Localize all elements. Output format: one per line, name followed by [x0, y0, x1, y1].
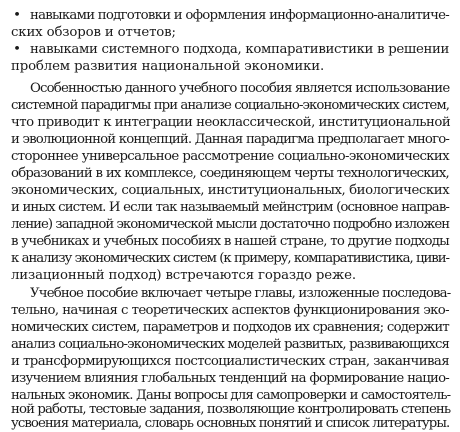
paragraph-line: ной работы, тестовые задания, позволяющие контролировать степень — [11, 402, 451, 417]
paragraph-line: и иных систем. И если так называемый мейнстрим (основное направ- — [11, 200, 449, 215]
bullet-line: проблем развития национальной экономики. — [11, 59, 325, 74]
bullet-marker: • — [13, 42, 21, 57]
paragraph-line: Учебное пособие включает четыре главы, изложенные последова- — [30, 286, 451, 301]
paragraph-line: что приводит к интеграции неоклассической, институциональной — [11, 115, 451, 130]
paragraph-line: экономических, социальных, институциональных, биологических — [11, 183, 450, 198]
paragraph-line: ление) западной экономической мысли достаточно подробно изложен — [11, 217, 450, 232]
paragraph-line: Особенностью данного учебного пособия является использование — [30, 81, 450, 96]
bullet-line: навыками подготовки и оформления информационно-аналитиче- — [30, 8, 450, 23]
paragraph-line: системной парадигмы при анализе социально-экономических систем, — [11, 98, 449, 113]
paragraph-line: усвоения материала, словарь основных понятий и список литературы. — [11, 416, 450, 431]
paragraph-line: лизационный подход) встречаются гораздо реже. — [11, 268, 356, 283]
bullet-line: навыками системного подхода, компаративистики в решении — [30, 42, 449, 57]
paragraph-line: и трансформирующихся постсоциалистических стран, заканчивая — [11, 354, 449, 369]
paragraph-line: номических систем, параметров и подходов их сравнения; содержит — [11, 320, 449, 335]
paragraph-line: в учебниках и учебных пособиях в нашей стране, то другие подходы — [11, 234, 449, 249]
paragraph-line: анализ социально-экономических моделей развитых, развивающихся — [11, 337, 449, 352]
paragraph-line: и эволюционной концепций. Данная парадигма предполагает много- — [11, 132, 449, 147]
bullet-marker: • — [13, 8, 21, 23]
bullet-line: ских обзоров и отчетов; — [11, 25, 176, 40]
paragraph-line: образований в их комплексе, соединяющем черты технологических, — [11, 166, 449, 181]
paragraph-line: тельно, начиная с теоретических аспектов функционирования эко- — [11, 303, 449, 318]
paragraph-line: стороннее универсальное рассмотрение социально-экономических — [11, 149, 449, 164]
paragraph-line: изучением влияния глобальных тенденций на формирование нацио- — [11, 371, 449, 386]
paragraph-line: к анализу экономических систем (к примеру, компаративистика, циви- — [11, 251, 449, 266]
paragraph-line: нальных экономик. Даны вопросы для самопроверки и самостоятель- — [11, 388, 451, 403]
